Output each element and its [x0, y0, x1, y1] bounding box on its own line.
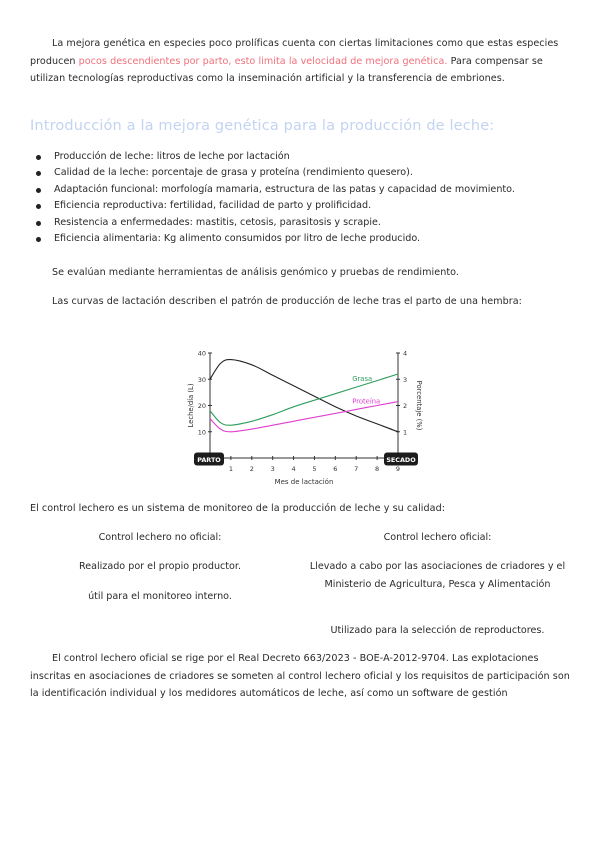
intro-paragraph: [30, 35, 570, 88]
control-no-oficial-item: Realizado por el propio productor.: [78, 561, 242, 572]
x-tick-label: 5: [312, 465, 317, 473]
series-label-grasa: Grasa: [352, 375, 373, 384]
intro-text-2: Para compensar se utilizan tecnologías reproductivas como la inseminación artificial y la transferencia de embriones.: [30, 55, 543, 84]
curves-paragraph: Las curvas de lactación describen el patrón de producción de leche tras el parto de una hembra:: [52, 296, 522, 307]
section-heading: Introducción a la mejora genética para la producción de leche:: [30, 118, 495, 134]
bullet-list: [30, 149, 575, 247]
series-line-leche: [210, 360, 398, 432]
evaluation-paragraph: Se evalúan mediante herramientas de análisis genómico y pruebas de rendimiento.: [52, 267, 459, 278]
bullet-dot-icon: [36, 171, 41, 176]
series-label-proteina: Proteína: [352, 397, 381, 406]
control-no-oficial-item: útil para el monitoreo interno.: [88, 591, 232, 602]
control-oficial-title: Control lechero oficial:: [383, 532, 492, 543]
bullet-dot-icon: [36, 188, 41, 193]
bullet-dot-icon: [36, 221, 41, 226]
x-tick-label: 7: [354, 465, 359, 473]
y-axis-left-label: Leche/día (L): [187, 383, 195, 428]
bullet-dot-icon: [36, 204, 41, 209]
y-left-tick-label: 20: [197, 402, 206, 410]
start-label: PARTO: [197, 456, 221, 464]
bullet-dot-icon: [36, 237, 41, 242]
intro-text-1: La mejora genética en especies poco prolíficas cuenta con ciertas limitaciones como que estas especies producen: [30, 38, 559, 67]
control-intro: El control lechero es un sistema de monitoreo de la producción de leche y su calidad:: [30, 503, 446, 514]
x-tick-label: 2: [249, 465, 254, 473]
lactation-chart: [170, 345, 430, 495]
y-right-tick-label: 3: [403, 375, 408, 384]
control-oficial-item: Llevado a cabo por las asociaciones de criadores y el Ministerio de Agricultura, Pesca y Alimentación: [309, 561, 566, 590]
x-axis-label: Mes de lactación: [274, 478, 334, 486]
bullet-item: Eficiencia alimentaria: Kg alimento consumidos por litro de leche producido.: [30, 231, 575, 247]
bullet-item: Calidad de la leche: porcentaje de grasa y proteína (rendimiento quesero).: [30, 165, 575, 181]
bullet-dot-icon: [36, 155, 41, 160]
bullet-item: Adaptación funcional: morfología mamaria, estructura de las patas y capacidad de movimiento.: [30, 182, 575, 198]
y-left-tick-label: 10: [197, 428, 206, 437]
y-right-tick-label: 4: [403, 349, 408, 358]
x-tick-label: 4: [291, 465, 296, 473]
x-tick-label: 3: [270, 465, 275, 473]
end-label: SECADO: [386, 456, 416, 464]
control-no-oficial-title: Control lechero no oficial:: [98, 532, 222, 543]
x-tick-label: 8: [375, 465, 380, 473]
intro-highlight: pocos descendientes por parto, esto limita la velocidad de mejora genética.: [78, 55, 448, 67]
series-line-proteina: [210, 402, 398, 432]
y-right-tick-label: 2: [403, 402, 408, 410]
control-oficial-item: Utilizado para la selección de reproductores.: [330, 625, 545, 636]
y-left-tick-label: 40: [197, 349, 206, 358]
x-tick-label: 6: [333, 465, 338, 473]
bullet-item: Eficiencia reproductiva: fertilidad, facilidad de parto y prolificidad.: [30, 198, 575, 214]
bullet-item: Producción de leche: litros de leche por lactación: [30, 149, 575, 165]
bullet-item: Resistencia a enfermedades: mastitis, cetosis, parasitosis y scrapie.: [30, 215, 575, 231]
closing-paragraph: El control lechero oficial se rige por el Real Decreto 663/2023 - BOE-A-2012-9704. Las explotaciones inscritas en asociaciones de criadores se someten al control lechero oficial y los requisitos de participación son la identificación individual y los medidores automáticos de leche, así como un software de gestión: [30, 653, 570, 699]
y-axis-right-label: Porcentaje (%): [415, 380, 423, 431]
x-tick-label: 9: [395, 465, 401, 473]
y-right-tick-label: 1: [403, 428, 408, 437]
x-tick-label: 1: [228, 465, 233, 473]
y-left-tick-label: 30: [197, 375, 206, 384]
